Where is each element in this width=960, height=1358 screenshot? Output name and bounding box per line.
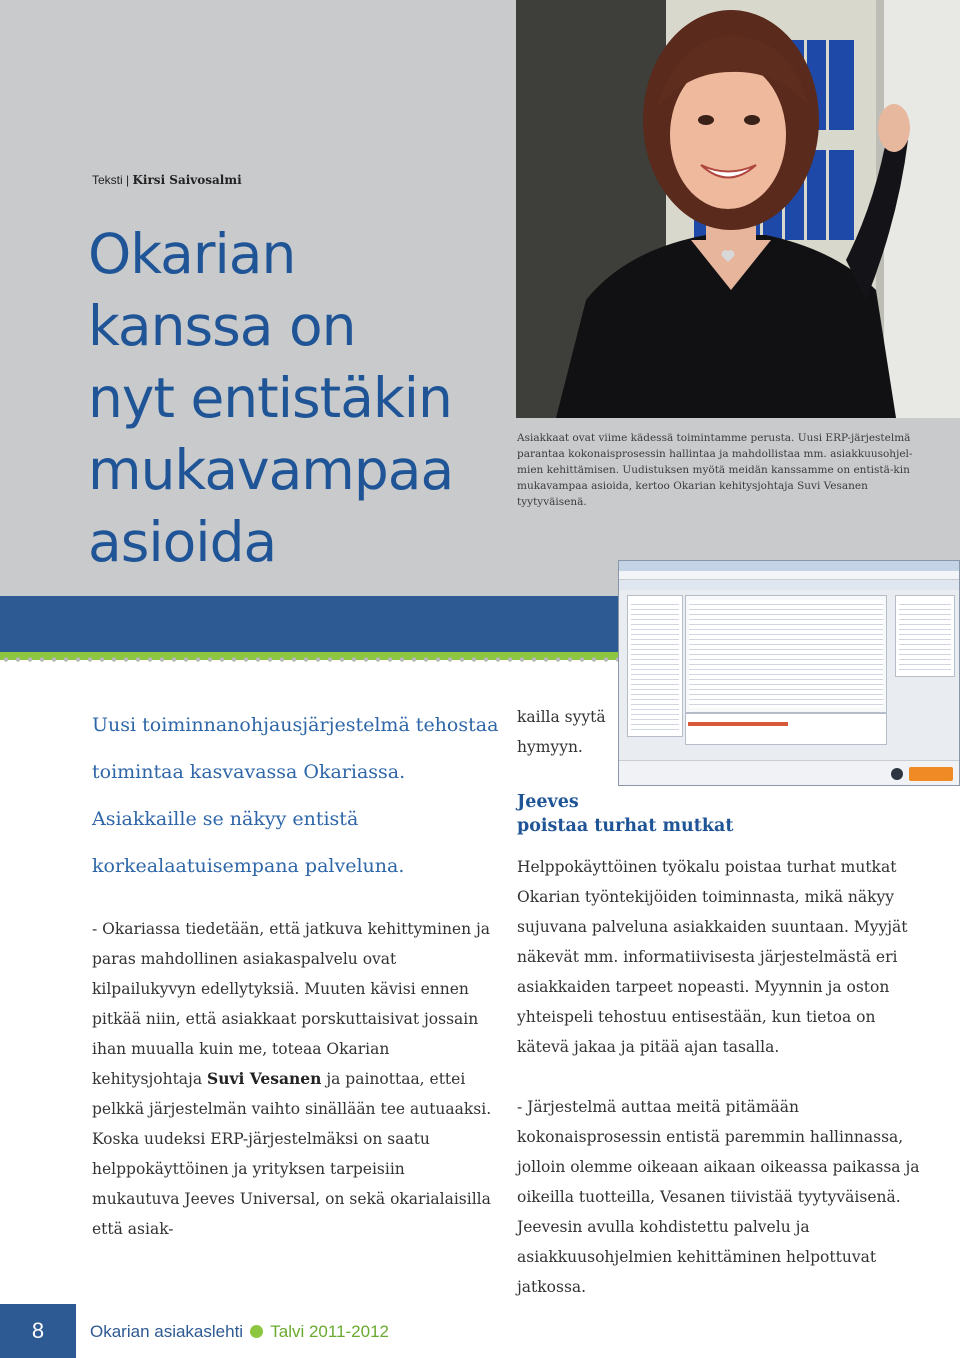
headline-line: kanssa on: [88, 294, 356, 358]
form-panel: [685, 595, 887, 713]
body-text: ja painottaa, ettei pelkkä järjestelmän vaihto sinällään tee autuaaksi.: [92, 1070, 492, 1118]
byline-label: Teksti: [92, 173, 123, 187]
issue-label: Talvi 2011-2012: [270, 1322, 390, 1341]
body-left-column: [92, 914, 492, 1244]
window-menubar: [619, 571, 959, 580]
portrait-illustration: [516, 0, 960, 418]
footer-publication: [90, 1322, 389, 1342]
options-panel: [895, 595, 955, 677]
green-dot-icon: [250, 1325, 263, 1338]
byline-separator: |: [126, 173, 130, 187]
body-paragraph: Helppokäyttöinen työkalu poistaa turhat mutkat Okarian työntekijöiden toiminnasta, mikä näkyy sujuvana palveluna asiakkaiden suuntaan. Myyjät näkevät mm. informatiivisesta järjestelmästä eri asiakkaiden tarpeet nopeasti. Myynnin ja oston yhteispeli tehostuu entisestään, kun tietoa on kätevä jakaa ja pitää ajan tasalla.: [517, 858, 908, 1056]
subheading-line: Jeeves: [517, 792, 579, 812]
body-paragraph: [92, 914, 492, 1124]
headline-line: mukavampaa: [88, 438, 454, 502]
article-lead: Uusi toiminnanohjausjärjestelmä tehostaa toimintaa kasvavassa Okariassa. Asiakkaille se näkyy entistä korkealaatuisempana palveluna.: [92, 714, 499, 877]
window-toolbar: [619, 580, 959, 590]
photo-caption: Asiakkaat ovat viime kädessä toimintamme perusta. Uusi ERP-järjestelmä parantaa kokonaisprosessin hallintaa ja mahdollistaa mm. asiakkuusohjel-mien kehittämisen. Uudistuksen myötä meidän kanssamme on entistä-kin mukavampaa asioida, kertoo Okarian kehitysjohtaja Suvi Vesanen tyytyväisenä.: [517, 432, 913, 508]
body-continuation: kailla syytä hymyyn.: [517, 708, 606, 756]
publication-name: Okarian asiakaslehti: [90, 1322, 244, 1341]
window-titlebar: [619, 561, 959, 571]
section-subheading: [517, 790, 927, 838]
headline-line: Okarian: [88, 222, 296, 286]
body-text: - Okariassa tiedetään, että jatkuva kehittyminen ja paras mahdollinen asiakaspalvelu ovat kilpailukyvyn edellytyksiä. Muuten kävisi ennen pitkää niin, että asiakkaat porskuttaisivat jossain ihan muualla kuin me, toteaa Okarian kehitysjohtaja: [92, 920, 491, 1088]
subheading-line: poistaa turhat mutkat: [517, 816, 734, 836]
body-right-column: [517, 702, 927, 1302]
page-number: 8: [0, 1304, 76, 1358]
byline: [92, 173, 242, 187]
page-footer: [0, 1304, 960, 1358]
headline-line: nyt entistäkin: [88, 366, 452, 430]
byline-author: Kirsi Saivosalmi: [132, 173, 242, 187]
person-name: Suvi Vesanen: [207, 1069, 322, 1088]
body-paragraph: - Järjestelmä auttaa meitä pitämään kokonaisprosessin entistä paremmin hallinnassa, jolloin olemme oikeaan aikaan oikeassa paikassa ja oikeilla tuotteilla, Vesanen tiivistää tyytyväisenä. Jeevesin avulla kohdistettu palvelu ja asiakkuusohjelmien kehittäminen helpottuvat jatkossa.: [517, 1098, 920, 1296]
body-paragraph: Koska uudeksi ERP-järjestelmäksi on saatu helppokäyttöinen ja yrityksen tarpeisiin mukautuva Jeeves Universal, on sekä okarialaisilla että asiak-: [92, 1130, 491, 1238]
headline-line: asioida: [88, 510, 277, 574]
article-headline: [88, 218, 508, 578]
portrait-photo: [516, 0, 960, 418]
